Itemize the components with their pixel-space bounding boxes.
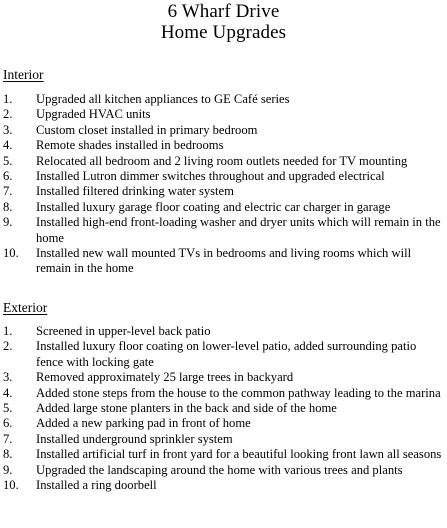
list-item-number: 3.	[3, 370, 13, 385]
list-item	[0, 123, 447, 138]
list-item-number: 4.	[3, 138, 13, 153]
list-item-number: 7.	[3, 431, 13, 446]
list-item-text: Added large stone planters in the back and side of the home	[36, 401, 337, 416]
list-item-text: Installed new wall mounted TVs in bedrooms and living rooms which will remain in the home	[36, 246, 412, 276]
list-item-number: 5.	[3, 401, 13, 416]
list-item	[0, 401, 447, 416]
list-item-number: 8.	[3, 447, 13, 462]
document-title-address: 6 Wharf Drive	[167, 1, 280, 22]
list-item-number: 9.	[3, 462, 13, 477]
list-item-number: 7.	[3, 184, 13, 199]
list-item-number: 2.	[3, 339, 13, 354]
list-item	[0, 463, 447, 478]
list-item-text: Installed luxury floor coating on lower-level patio, added surrounding patio fence with locking gate	[36, 339, 417, 369]
list-item-number: 8.	[3, 199, 13, 214]
exterior-list	[0, 324, 447, 493]
list-item-text: Upgraded all kitchen appliances to GE Café series	[36, 92, 290, 106]
list-item	[0, 246, 447, 277]
list-item	[0, 386, 447, 401]
list-item-text: Installed high-end front-loading washer and dryer units which will remain in the home	[36, 215, 441, 245]
exterior-heading: Exterior	[3, 300, 48, 315]
list-item-text: Installed a ring doorbell	[36, 478, 157, 493]
list-item-number: 2.	[3, 107, 13, 122]
list-item	[0, 478, 447, 493]
list-item-text: Custom closet installed in primary bedroom	[36, 122, 258, 137]
document-title-subtitle: Home Upgrades	[160, 22, 287, 43]
list-item-number: 6.	[3, 169, 13, 184]
list-item	[0, 169, 447, 184]
list-item	[0, 138, 447, 153]
list-item-text: Remote shades installed in bedrooms	[36, 138, 224, 153]
list-item-number: 6.	[3, 416, 13, 431]
list-item	[0, 370, 447, 385]
list-item	[0, 184, 447, 199]
list-item-number: 3.	[3, 122, 13, 137]
list-item-number: 10.	[3, 478, 19, 493]
interior-heading: Interior	[3, 67, 44, 82]
list-item-number: 9.	[3, 215, 13, 230]
list-item-text: Upgraded the landscaping around the home with various trees and plants	[36, 462, 403, 477]
list-item	[0, 432, 447, 447]
list-item-number: 1.	[3, 92, 13, 106]
list-item-number: 5.	[3, 153, 13, 168]
list-item	[0, 92, 447, 107]
list-item-text: Installed underground sprinkler system	[36, 431, 233, 446]
list-item	[0, 200, 447, 215]
list-item-text: Installed luxury garage floor coating and electric car charger in garage	[36, 199, 391, 214]
interior-list	[0, 92, 447, 277]
list-item	[0, 339, 447, 370]
list-item-text: Upgraded HVAC units	[36, 107, 151, 122]
list-item-text: Installed filtered drinking water system	[36, 184, 234, 199]
list-item-number: 4.	[3, 385, 13, 400]
list-item	[0, 107, 447, 122]
list-item-text: Screened in upper-level back patio	[36, 324, 211, 338]
list-item	[0, 416, 447, 431]
list-item	[0, 324, 447, 339]
list-item-text: Installed Lutron dimmer switches throughout and upgraded electrical	[36, 169, 385, 184]
list-item	[0, 154, 447, 169]
list-item	[0, 447, 447, 462]
list-item-text: Added a new parking pad in front of home	[36, 416, 251, 431]
list-item-text: Added stone steps from the house to the common pathway leading to the marina	[36, 385, 441, 400]
list-item-number: 10.	[3, 246, 19, 261]
list-item-text: Relocated all bedroom and 2 living room outlets needed for TV mounting	[36, 153, 408, 168]
list-item	[0, 215, 447, 246]
list-item-number: 1.	[3, 324, 13, 338]
list-item-text: Removed approximately 25 large trees in backyard	[36, 370, 294, 385]
list-item-text: Installed artificial turf in front yard for a beautiful looking front lawn all seasons	[36, 447, 442, 462]
